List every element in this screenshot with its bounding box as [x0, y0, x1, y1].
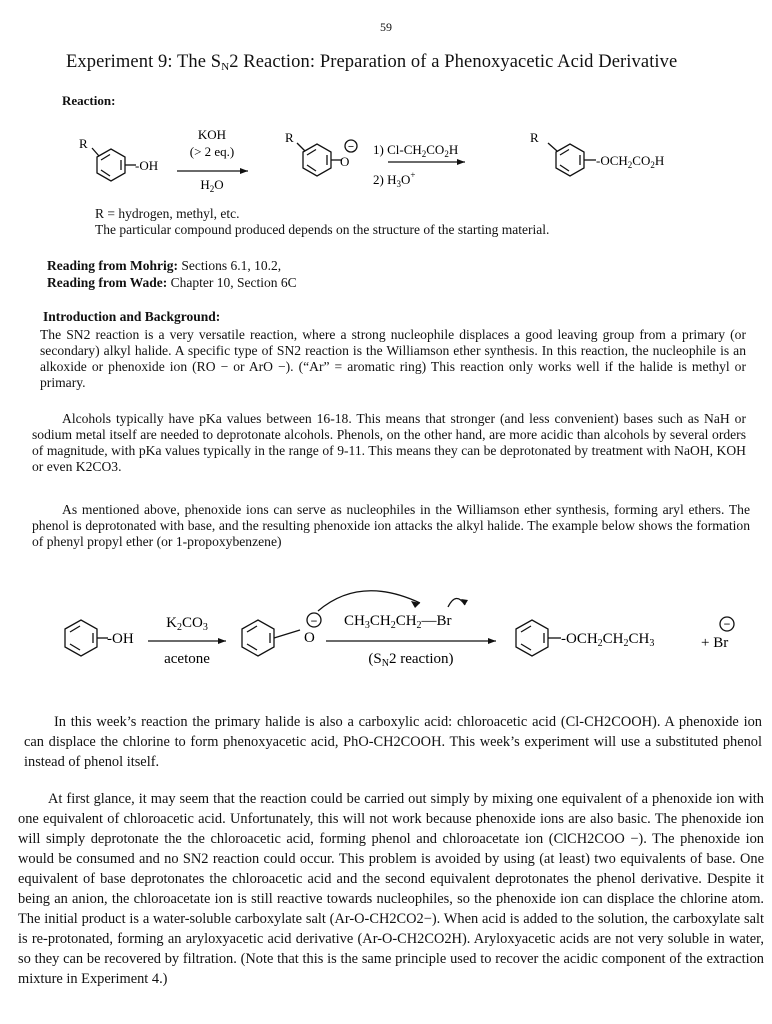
arrow-head-4 — [488, 638, 496, 644]
paragraph-3: As mentioned above, phenoxide ions can serve as nucleophiles in the Williamson ether synthesis, forming aryl ethers. The phenol is deprotonated with base, and the resulting phenoxide ion attacks the alkyl halide. The example below shows the formation of phenyl propyl ether (or 1-propoxybenzene) — [32, 502, 750, 549]
minus-sign-2: − — [310, 614, 318, 628]
curved-arrow-attack — [318, 591, 420, 611]
phenol-ring — [92, 148, 136, 181]
page-title: Experiment 9: The $S_N2$ Reaction: Preparation of a Phenoxyacetic Acid Derivative — [66, 52, 678, 73]
propyl-bromide: $CH_3CH_2CH_2—Br$ — [344, 613, 452, 631]
r-group-label-3: R — [530, 130, 539, 145]
reading-mohrig: Reading from Mohrig: Sections 6.1, 10.2, — [47, 258, 282, 273]
phenoxide-oxygen-2: O — [304, 630, 315, 646]
phenol-ring-2 — [65, 620, 108, 656]
page-number: 59 — [380, 20, 392, 34]
reaction-label: Reaction: — [62, 93, 116, 108]
bromide-minus-sign: − — [723, 617, 731, 631]
intro-heading: Introduction and Background: — [43, 309, 221, 324]
base-k2co3: $K_2CO_3$ — [166, 615, 208, 633]
product-substituent: $-OCH_2CO_2H$ — [596, 153, 665, 170]
step-1-reagent: 1) $Cl-CH_2CO_2H$ — [373, 142, 459, 159]
reagent-koh: KOH — [197, 127, 227, 142]
phenoxide-oxygen: O — [340, 154, 350, 169]
hydroxyl-label-2: -OH — [107, 631, 134, 647]
sn2-label: ($S_N2$ reaction) — [368, 651, 454, 669]
reaction-scheme-2 — [0, 575, 772, 685]
minus-sign: − — [347, 141, 355, 153]
reagent-equivalents: (> 2 eq.) — [189, 144, 235, 159]
arrow-head-1 — [240, 168, 248, 174]
product-ring — [548, 143, 596, 176]
step-2-reagent: 2) $H_3O^+$ — [373, 170, 416, 189]
r-group-label: R — [79, 136, 88, 151]
paragraph-5: At first glance, it may seem that the reaction could be carried out simply by mixing one equivalent of a phenoxide ion with one equivalent of chloroacetic acid. Unfortunately, this will not work because phenoxide ions are also basic. The phenoxide ion will simply deprotonate the the chloroacetic acid, forming phenol and chloroacetate ion (ClCH2COO −). The phenoxide ion would be consumed and no SN2 reaction could occur. This problem is avoided by using (at least) two equivalents of base. One equivalent of base deprotonates the chloroacetic acid and the second equivalent deprotonates the phenol derivative. Despite it being an anion, the chloroacetate ion is still reactive towards nucleophiles, so the phenoxide ion can displace the chlorine atom. The initial product is a water-soluble carboxylate salt (Ar-O-CH2CO2−). When acid is added to the solution, the carboxylate salt is re-protonated, forming an aryloxyacetic acid derivative (Ar-O-CH2CO2H). Aryloxyacetic acids are not very soluble in water, so they can be recovered by filtration. (Note that this is the same principle used to recover the acidic component of the extraction mixture in Experiment 4.) — [18, 791, 764, 987]
phenoxide-ring — [297, 143, 342, 176]
r-definition: R = hydrogen, methyl, etc. — [95, 206, 240, 221]
ether-substituent: $-OCH_2CH_2CH_3$ — [561, 631, 655, 649]
reaction-scheme-1 — [0, 110, 772, 210]
r-group-label-2: R — [285, 130, 294, 145]
reagent-water: $H_2O$ — [200, 177, 224, 194]
paragraph-4: In this week’s reaction the primary halide is also a carboxylic acid: chloroacetic acid (Cl-CH2COOH). A phenoxide ion can displace the chlorine to form phenoxyacetic acid, PhO-CH2COOH. This week’s experiment will use a substituted phenol instead of phenol itself. — [24, 714, 762, 770]
reading-wade: Reading from Wade: Chapter 10, Section 6C — [47, 275, 297, 290]
structure-note: The particular compound produced depends on the structure of the starting material. — [95, 222, 550, 237]
ether-product-ring — [516, 620, 561, 656]
solvent-acetone: acetone — [164, 651, 210, 667]
arrow-head-2 — [457, 159, 465, 165]
arrow-head-3 — [218, 638, 226, 644]
paragraph-1: The SN2 reaction is a very versatile reaction, where a strong nucleophile displaces a good leaving group from a primary (or secondary) alkyl halide. A specific type of SN2 reaction is the Williamson ether synthesis. In this reaction, the nucleophile is an alkoxide or phenoxide ion (RO − or ArO −). (“Ar” = aromatic ring) This reaction only works well if the halide is methyl or primary. — [40, 327, 746, 390]
bromide-byproduct: + Br — [701, 635, 729, 651]
phenoxide-ring-2 — [242, 620, 300, 656]
hydroxyl-label: -OH — [135, 158, 159, 173]
paragraph-2: Alcohols typically have pKa values between 16-18. This means that stronger (and less convenient) bases such as NaH or sodium metal itself are needed to deprotonate alcohols. Phenols, on the other hand, are more acidic than alcohols by several orders of magnitude, with pKa values typically in the range of 9-11. This means they can be deprotonated by treatment with NaOH, KOH or even K2CO3. — [32, 411, 746, 474]
